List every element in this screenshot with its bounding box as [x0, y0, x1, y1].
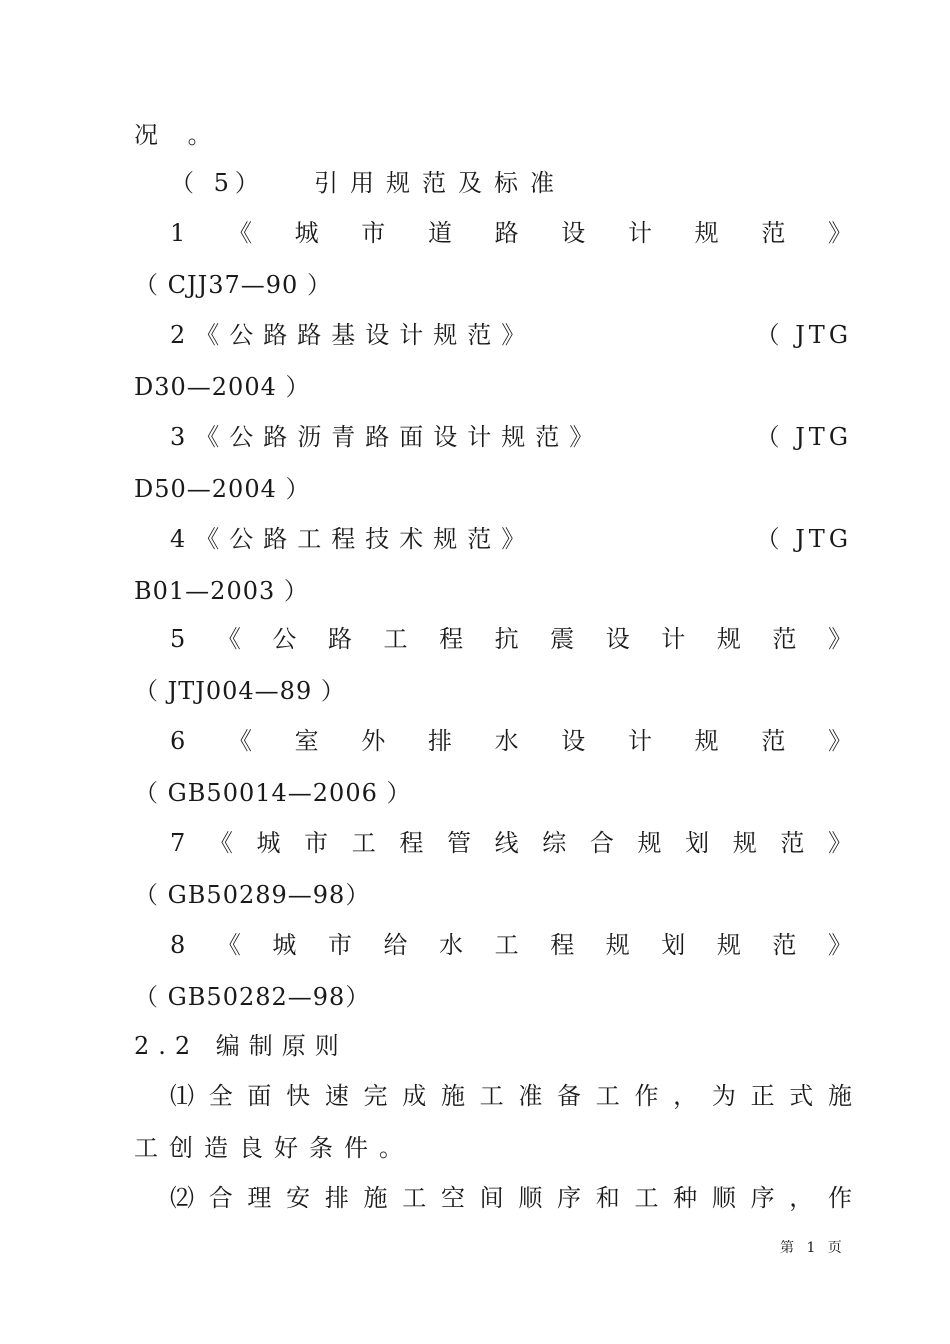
reference-6-title: 6《室外排水设计规范》 [170, 727, 852, 755]
page-number-footer: 第 1 页 [780, 1240, 846, 1256]
reference-5-code: （ JTJ004—89 ） [134, 677, 346, 705]
reference-2-code-prefix: （ JTG [755, 321, 852, 349]
reference-4-title: 4《公路工程技术规范》 [170, 525, 536, 553]
reference-7-code: （ GB50289—98） [134, 881, 371, 909]
reference-3-row [170, 417, 852, 457]
reference-1-code: （ CJJ37—90 ） [134, 271, 332, 299]
reference-4-code-prefix: （ JTG [755, 525, 852, 553]
reference-8-title: 8《城市给水工程规划规范》 [170, 931, 852, 959]
reference-4-row [170, 519, 852, 559]
principle-2-line-1: ⑵合理安排施工空间顺序和工种顺序，作 [170, 1184, 852, 1212]
reference-8-code: （ GB50282—98） [134, 983, 371, 1011]
principle-1-line-2: 工创造良好条件。 [134, 1134, 414, 1162]
reference-3-code: D50—2004 ） [134, 475, 311, 503]
text-line-continuation: 况 。 [134, 121, 223, 149]
reference-2-row [170, 315, 852, 355]
reference-1-title: 1《城市道路设计规范》 [170, 219, 852, 247]
reference-3-code-prefix: （ JTG [755, 423, 852, 451]
reference-7-title: 7《城市工程管线综合规划规范》 [170, 829, 852, 857]
reference-6-code: （ GB50014—2006 ） [134, 779, 412, 807]
reference-5-title: 5《公路工程抗震设计规范》 [170, 625, 852, 653]
section-2-2-heading: 2.2 编制原则 [134, 1032, 348, 1060]
section-5-title: 引用规范及标准 [314, 169, 566, 197]
section-5-number: （ 5） [170, 169, 265, 197]
reference-4-code: B01—2003 ） [134, 577, 309, 605]
reference-2-code: D30—2004 ） [134, 373, 311, 401]
reference-2-title: 2《公路路基设计规范》 [170, 321, 536, 349]
principle-1-line-1: ⑴全面快速完成施工准备工作，为正式施 [170, 1082, 852, 1110]
reference-3-title: 3《公路沥青路面设计规范》 [170, 423, 604, 451]
